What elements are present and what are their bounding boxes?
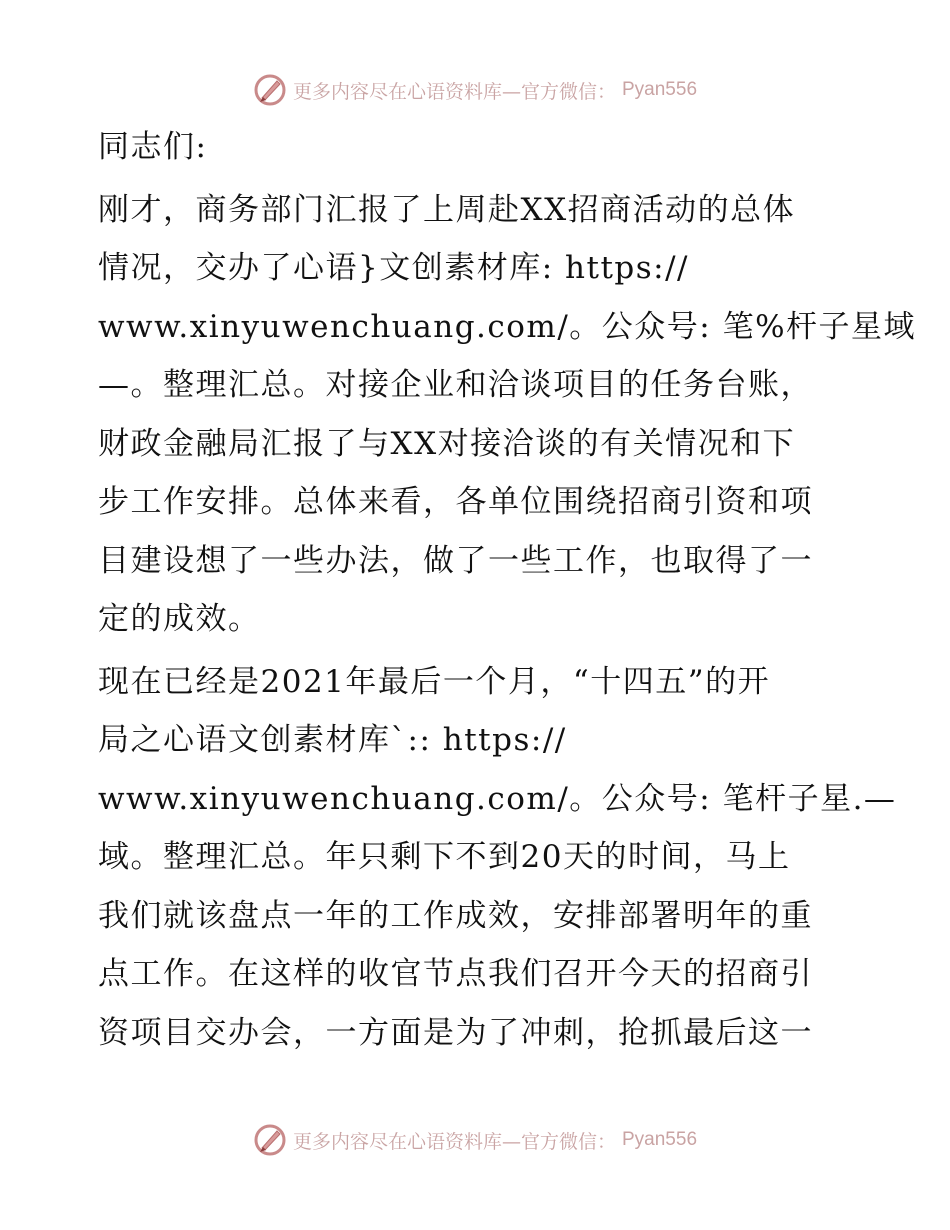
paragraph-line: 定的成效。 <box>98 601 261 637</box>
paragraph-2 <box>98 653 897 1063</box>
paragraph-line: 我们就该盘点一年的工作成效，安排部署明年的重 <box>98 897 813 934</box>
paragraph-line: www.xinyuwenchuang.com/。公众号: 笔杆子星.— <box>98 780 897 817</box>
watermark-text: 更多内容尽在心语资料库—官方微信： <box>292 1130 616 1153</box>
paragraph-line: 现在已经是2021年最后一个月，“十四五”的开 <box>98 663 771 700</box>
quill-pen-logo-icon <box>253 73 287 107</box>
paragraph-line: 步工作安排。总体来看，各单位围绕招商引资和项 <box>98 484 813 520</box>
watermark-wechat-id: Pyan556 <box>622 1129 698 1150</box>
header-watermark <box>0 70 950 110</box>
watermark-wechat-id: Pyan556 <box>622 79 698 100</box>
paragraph-line: www.xinyuwenchuang.com/。公众号: 笔%杆子星域 <box>98 308 917 345</box>
quill-pen-logo-icon <box>253 1123 287 1157</box>
document-body <box>98 118 917 1062</box>
paragraph-line: 目建设想了一些办法，做了一些工作，也取得了一 <box>98 542 813 579</box>
paragraph-line: 刚才，商务部门汇报了上周赴XX招商活动的总体 <box>98 191 796 228</box>
paragraph-line: 域。整理汇总。年只剩下不到20天的时间，马上 <box>98 839 791 875</box>
salutation-line: 同志们: <box>98 129 208 165</box>
salutation <box>98 118 858 177</box>
paragraph-line: 资项目交办会，一方面是为了冲刺，抢抓最后这一 <box>98 1014 813 1051</box>
paragraph-1 <box>98 181 917 649</box>
footer-watermark <box>0 1120 950 1160</box>
paragraph-line: 情况，交办了心语}文创素材库: https:// <box>98 250 689 286</box>
paragraph-line: —。整理汇总。对接企业和洽谈项目的任务台账， <box>98 367 813 403</box>
paragraph-line: 财政金融局汇报了与XX对接洽谈的有关情况和下 <box>98 425 796 462</box>
paragraph-line: 局之心语文创素材库`:: https:// <box>98 722 567 758</box>
watermark-text: 更多内容尽在心语资料库—官方微信： <box>292 80 616 103</box>
paragraph-line: 点工作。在这样的收官节点我们召开今天的招商引 <box>98 956 813 992</box>
